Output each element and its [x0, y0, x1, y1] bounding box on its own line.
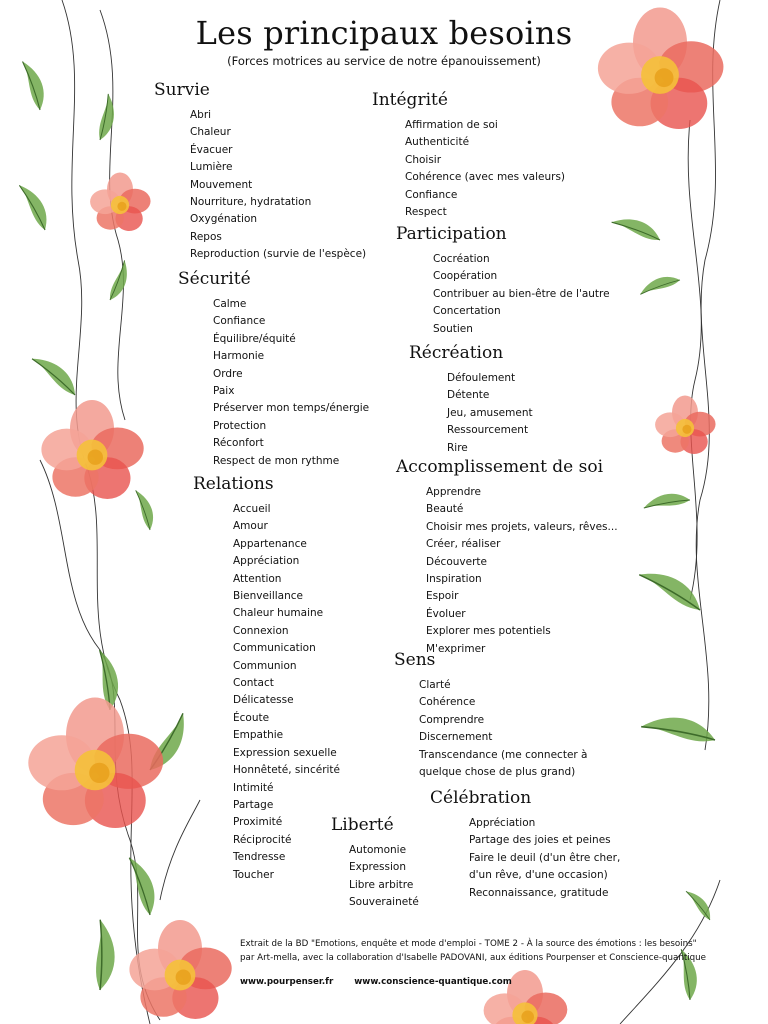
- need-item: Nourriture, hydratation: [190, 196, 312, 209]
- need-item: Partage des joies et peines: [469, 834, 611, 847]
- need-item: Accueil: [233, 503, 271, 515]
- need-item: Contribuer au bien-être de l'autre: [433, 287, 610, 300]
- need-item: Apprendre: [426, 486, 481, 498]
- section-celebration: [430, 788, 620, 902]
- need-item: Expression: [349, 861, 406, 874]
- need-item: Découverte: [426, 555, 487, 568]
- section-sens: [394, 650, 588, 781]
- need-item: Lumière: [190, 161, 233, 174]
- need-item: Préserver mon temps/énergie: [213, 402, 370, 415]
- need-item: Appréciation: [469, 817, 536, 829]
- need-item: Réciprocité: [233, 833, 292, 846]
- need-item: Faire le deuil (d'un être cher,: [469, 851, 621, 864]
- section-survie: [154, 80, 366, 264]
- need-item: Abri: [190, 109, 212, 121]
- section-title: Accomplissement de soi: [396, 457, 604, 477]
- need-item: Espoir: [426, 590, 459, 603]
- need-item: M'exprimer: [426, 642, 486, 655]
- page-title: Les principaux besoins: [195, 14, 573, 52]
- need-item: Proximité: [233, 816, 283, 829]
- need-item: Chaleur: [190, 126, 231, 139]
- need-item: Tendresse: [233, 851, 286, 864]
- need-item: Beauté: [426, 503, 464, 516]
- footer-credit-line: Extrait de la BD "Emotions, enquête et mode d'emploi - TOME 2 - À la source des émotions : les besoins": [240, 939, 697, 949]
- need-item: Cohérence (avec mes valeurs): [405, 171, 566, 184]
- need-item: Choisir: [405, 153, 442, 166]
- need-item: Créer, réaliser: [426, 538, 501, 551]
- section-title: Participation: [396, 224, 507, 244]
- need-item: Délicatesse: [233, 694, 294, 707]
- need-item: Souveraineté: [349, 896, 419, 909]
- need-item: Connexion: [233, 624, 289, 637]
- need-item: Écoute: [233, 711, 270, 724]
- section-securite: [178, 269, 369, 470]
- need-item: Concertation: [433, 305, 501, 318]
- need-item: Comprendre: [419, 713, 485, 726]
- need-item: Choisir mes projets, valeurs, rêves...: [426, 520, 618, 533]
- need-item: Communion: [233, 659, 297, 672]
- pourpenser-link[interactable]: www.pourpenser.fr: [240, 977, 334, 987]
- need-item: Bienveillance: [233, 590, 303, 603]
- need-item: Communication: [233, 642, 316, 655]
- need-item: Coopération: [433, 270, 498, 283]
- need-item: Évoluer: [426, 607, 466, 620]
- need-item: Reconnaissance, gratitude: [469, 886, 609, 899]
- section-recreation: [409, 343, 533, 457]
- need-item: Évacuer: [190, 143, 233, 156]
- need-item: Soutien: [433, 322, 473, 335]
- section-title: Sens: [394, 650, 436, 670]
- need-item: Confiance: [213, 315, 266, 328]
- need-item: Appartenance: [233, 537, 307, 550]
- section-title: Célébration: [430, 788, 532, 808]
- need-item: Automonie: [349, 844, 407, 856]
- section-title: Relations: [193, 474, 274, 494]
- need-item: Protection: [213, 419, 267, 432]
- need-item: Appréciation: [233, 555, 300, 568]
- footer-links: [240, 975, 706, 989]
- conscience-quantique-link[interactable]: www.conscience-quantique.com: [354, 977, 512, 987]
- need-item: Ordre: [213, 367, 243, 380]
- section-title: Sécurité: [178, 269, 251, 289]
- section-title: Survie: [154, 80, 210, 100]
- need-item: Oxygénation: [190, 213, 258, 226]
- need-item: Affirmation de soi: [405, 119, 498, 131]
- need-item: Reproduction (survie de l'espèce): [190, 248, 367, 261]
- section-integrite: [372, 90, 565, 221]
- need-item: Repos: [190, 230, 222, 243]
- section-accomplissement: [396, 457, 618, 658]
- need-item: Partage: [233, 798, 274, 811]
- need-item: Toucher: [233, 868, 274, 881]
- need-item: Expression sexuelle: [233, 746, 337, 759]
- page-subtitle: (Forces motrices au service de notre épanouissement): [227, 54, 541, 68]
- need-item: Clarté: [419, 679, 451, 691]
- need-item: Libre arbitre: [349, 878, 414, 891]
- need-item: Harmonie: [213, 350, 265, 363]
- need-item: Discernement: [419, 731, 493, 744]
- need-item: Mouvement: [190, 178, 253, 191]
- footer: [240, 937, 706, 989]
- need-item: Cocréation: [433, 253, 490, 265]
- need-item: Ressourcement: [447, 424, 529, 437]
- need-item: Confiance: [405, 188, 458, 201]
- section-title: Récréation: [409, 343, 504, 363]
- need-item: Réconfort: [213, 437, 264, 450]
- need-item: Transcendance (me connecter à: [419, 748, 588, 761]
- need-item: Détente: [447, 389, 490, 402]
- need-item: Paix: [213, 385, 235, 398]
- section-title: Liberté: [331, 815, 394, 835]
- need-item: Rire: [447, 441, 468, 454]
- need-item: Intimité: [233, 781, 274, 794]
- need-item: d'un rêve, d'une occasion): [469, 869, 608, 882]
- footer-credit-line: par Art-mella, avec la collaboration d'Isabelle PADOVANI, aux éditions Pourpenser et Conscience-quantique: [240, 953, 707, 963]
- section-relations: [193, 474, 340, 884]
- need-item: Chaleur humaine: [233, 607, 324, 620]
- need-item: Authenticité: [405, 136, 470, 149]
- need-item: Attention: [233, 572, 282, 585]
- need-item: Empathie: [233, 729, 284, 742]
- need-item: Respect de mon rythme: [213, 454, 340, 467]
- section-participation: [396, 224, 610, 338]
- need-item: Amour: [233, 520, 268, 533]
- need-item: Honnêteté, sincérité: [233, 764, 341, 777]
- need-item: Contact: [233, 677, 274, 690]
- section-liberte: [331, 815, 419, 912]
- need-item: Jeu, amusement: [447, 406, 533, 419]
- need-item: quelque chose de plus grand): [419, 766, 576, 779]
- need-item: Respect: [405, 206, 447, 219]
- need-item: Calme: [213, 298, 247, 310]
- need-item: Défoulement: [447, 372, 516, 384]
- need-item: Explorer mes potentiels: [426, 625, 551, 638]
- need-item: Équilibre/équité: [213, 332, 296, 345]
- section-title: Intégrité: [372, 90, 448, 110]
- need-item: Inspiration: [426, 573, 482, 586]
- need-item: Cohérence: [419, 696, 476, 709]
